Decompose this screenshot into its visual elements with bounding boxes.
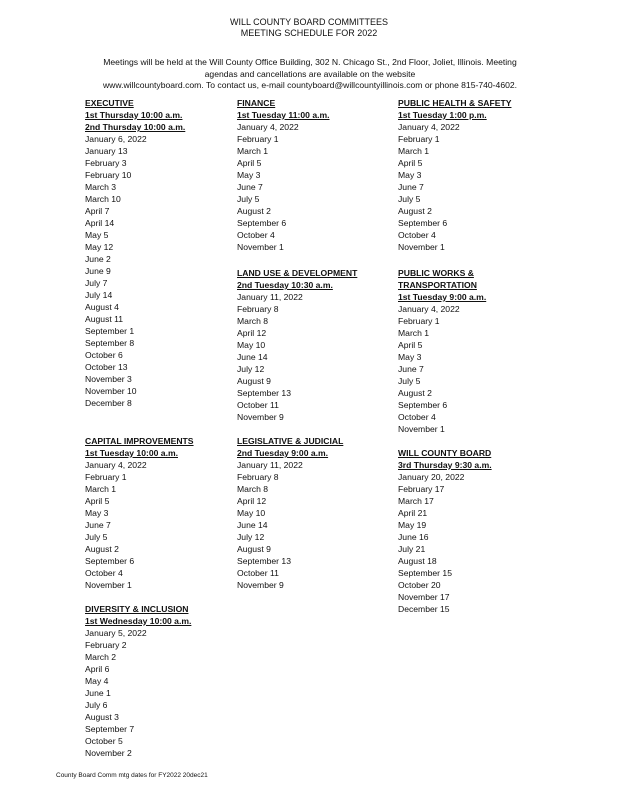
date-list [237,459,343,591]
meeting-date: September 6 [398,218,448,228]
meeting-date: February 3 [85,158,127,168]
meeting-date: October 6 [85,350,123,360]
meeting-date: October 4 [85,568,123,578]
meeting-date: May 3 [398,170,422,180]
committee-legislative-judicial [237,435,343,591]
meeting-date: June 14 [237,352,268,362]
meeting-date: August 11 [85,314,124,324]
committee-executive [85,97,185,409]
meeting-date: November 10 [85,386,137,396]
meeting-date: April 5 [398,340,423,350]
committee-name: LEGISLATIVE & JUDICIAL [237,436,344,446]
meeting-schedule: 1st Tuesday 10:00 a.m. [85,448,178,458]
meeting-date: April 5 [398,158,423,168]
meeting-date: February 8 [237,304,279,314]
meeting-date: October 4 [237,230,275,240]
meeting-date: December 15 [398,604,450,614]
meeting-date: March 1 [398,328,430,338]
meeting-date: December 8 [85,398,132,408]
committee-name: PUBLIC HEALTH & SAFETY [398,98,512,108]
meeting-date: January 11, 2022 [237,292,303,302]
meeting-date: November 1 [398,242,445,252]
meeting-date: August 3 [85,712,119,722]
intro-line-1: Meetings will be held at the Will County Office Building, 302 N. Chicago St., 2nd Floor, Joliet, Illinois. Meeting [103,57,517,67]
meeting-schedule: 3rd Thursday 9:30 a.m. [398,460,492,470]
meeting-date: July 14 [85,290,113,300]
committee-name: CAPITAL IMPROVEMENTS [85,436,194,446]
intro-line-2: agendas and cancellations are available on the website [204,68,416,79]
date-list [85,133,185,409]
committee-public-works [398,267,486,435]
meeting-date: April 7 [85,206,110,216]
meeting-date: September 13 [237,388,291,398]
meeting-date: August 2 [398,388,432,398]
meeting-date: July 5 [398,376,421,386]
committee-finance [237,97,330,253]
meeting-schedule: 1st Tuesday 9:00 a.m. [398,292,487,302]
committee-public-health-safety [398,97,511,253]
meeting-date: June 16 [398,532,429,542]
meeting-schedule: 1st Thursday 10:00 a.m. [85,110,183,120]
meeting-date: January 4, 2022 [398,122,460,132]
meeting-date: March 8 [237,316,269,326]
meeting-date: September 1 [85,326,135,336]
committee-name: DIVERSITY & INCLUSION [85,604,189,614]
date-list [237,291,357,423]
meeting-date: November 2 [85,748,132,758]
meeting-schedule: 2nd Tuesday 9:00 a.m. [237,448,329,458]
meeting-date: October 5 [85,736,123,746]
meeting-date: July 6 [85,700,108,710]
committee-diversity-inclusion [85,603,191,759]
meeting-date: November 9 [237,412,284,422]
meeting-date: March 2 [85,652,117,662]
intro-paragraph [95,57,525,92]
meeting-date: November 1 [237,242,284,252]
meeting-date: January 6, 2022 [85,134,147,144]
meeting-date: October 4 [398,412,436,422]
meeting-date: April 6 [85,664,110,674]
meeting-schedule: 2nd Tuesday 10:30 a.m. [237,280,333,290]
meeting-date: June 7 [237,182,263,192]
date-list [237,121,330,253]
meeting-schedule: 1st Tuesday 11:00 a.m. [237,110,330,120]
meeting-date: June 9 [85,266,111,276]
committee-name-line-2: TRANSPORTATION [398,280,477,290]
meeting-date: March 1 [237,146,269,156]
date-list [398,303,486,435]
meeting-date: May 4 [85,676,109,686]
meeting-date: February 1 [85,472,127,482]
meeting-date: July 5 [398,194,421,204]
meeting-date: October 11 [237,400,279,410]
meeting-date: September 6 [237,218,287,228]
meeting-date: April 5 [237,158,262,168]
meeting-date: August 2 [85,544,119,554]
meeting-date: November 1 [398,424,445,434]
meeting-date: May 10 [237,340,266,350]
meeting-date: June 7 [85,520,111,530]
meeting-date: August 18 [398,556,437,566]
meeting-schedule: 2nd Thursday 10:00 a.m. [85,122,186,132]
committee-name: WILL COUNTY BOARD [398,448,492,458]
meeting-date: February 1 [398,316,440,326]
meeting-date: October 4 [398,230,436,240]
meeting-date: June 14 [237,520,268,530]
meeting-date: March 1 [398,146,430,156]
meeting-date: January 13 [85,146,128,156]
date-list [398,121,511,253]
meeting-date: February 10 [85,170,132,180]
meeting-date: January 20, 2022 [398,472,465,482]
meeting-date: May 19 [398,520,427,530]
meeting-date: April 12 [237,328,267,338]
committee-land-use [237,267,357,423]
meeting-date: September 6 [398,400,448,410]
date-list [85,459,194,591]
committee-capital-improvements [85,435,194,591]
meeting-date: April 12 [237,496,267,506]
meeting-date: September 7 [85,724,135,734]
meeting-date: June 2 [85,254,111,264]
committee-will-county-board [398,447,492,615]
meeting-date: August 2 [398,206,432,216]
meeting-date: May 5 [85,230,109,240]
meeting-date: February 2 [85,640,127,650]
meeting-date: August 9 [237,544,271,554]
meeting-date: July 12 [237,364,265,374]
meeting-date: July 5 [85,532,108,542]
meeting-date: July 12 [237,532,265,542]
meeting-date: January 4, 2022 [398,304,460,314]
committee-name: FINANCE [237,98,276,108]
meeting-date: April 21 [398,508,428,518]
meeting-date: February 1 [398,134,440,144]
meeting-date: January 5, 2022 [85,628,147,638]
committee-name: EXECUTIVE [85,98,134,108]
meeting-date: May 12 [85,242,114,252]
meeting-date: April 14 [85,218,115,228]
meeting-date: May 10 [237,508,266,518]
meeting-date: November 17 [398,592,450,602]
meeting-date: October 20 [398,580,441,590]
meeting-date: February 8 [237,472,279,482]
meeting-date: June 7 [398,364,424,374]
intro-line-3: www.willcountyboard.com. To contact us, e-mail countyboard@willcountyillinois.com or phone 815-740-4602. [102,80,518,90]
meeting-date: November 9 [237,580,284,590]
meeting-schedule: 1st Wednesday 10:00 a.m. [85,616,192,626]
committee-name-line-1: PUBLIC WORKS & [398,268,474,278]
meeting-date: July 21 [398,544,426,554]
meeting-date: October 11 [237,568,279,578]
meeting-date: September 6 [85,556,135,566]
date-list [398,471,492,615]
meeting-date: August 9 [237,376,271,386]
date-list [85,627,191,759]
committee-name: LAND USE & DEVELOPMENT [237,268,358,278]
meeting-date: September 8 [85,338,135,348]
document-title [0,17,618,39]
meeting-date: January 4, 2022 [85,460,147,470]
meeting-date: January 4, 2022 [237,122,299,132]
meeting-date: January 11, 2022 [237,460,303,470]
meeting-date: October 13 [85,362,128,372]
meeting-date: August 4 [85,302,119,312]
title-line-2: MEETING SCHEDULE FOR 2022 [240,28,378,38]
meeting-date: May 3 [85,508,109,518]
meeting-date: March 8 [237,484,269,494]
meeting-date: February 17 [398,484,445,494]
meeting-date: July 7 [85,278,108,288]
meeting-date: June 7 [398,182,424,192]
meeting-date: May 3 [398,352,422,362]
meeting-date: September 15 [398,568,452,578]
meeting-date: April 5 [85,496,110,506]
meeting-schedule: 1st Tuesday 1:00 p.m. [398,110,487,120]
meeting-date: March 3 [85,182,117,192]
meeting-date: February 1 [237,134,279,144]
meeting-date: June 1 [85,688,111,698]
meeting-date: March 1 [85,484,117,494]
title-line-1: WILL COUNTY BOARD COMMITTEES [229,17,388,27]
meeting-date: July 5 [237,194,260,204]
meeting-date: September 13 [237,556,291,566]
meeting-date: March 17 [398,496,434,506]
footer-note: County Board Comm mtg dates for FY2022 20dec21 [56,772,208,779]
meeting-date: March 10 [85,194,121,204]
meeting-date: May 3 [237,170,261,180]
meeting-date: November 3 [85,374,132,384]
meeting-date: August 2 [237,206,271,216]
meeting-date: November 1 [85,580,132,590]
